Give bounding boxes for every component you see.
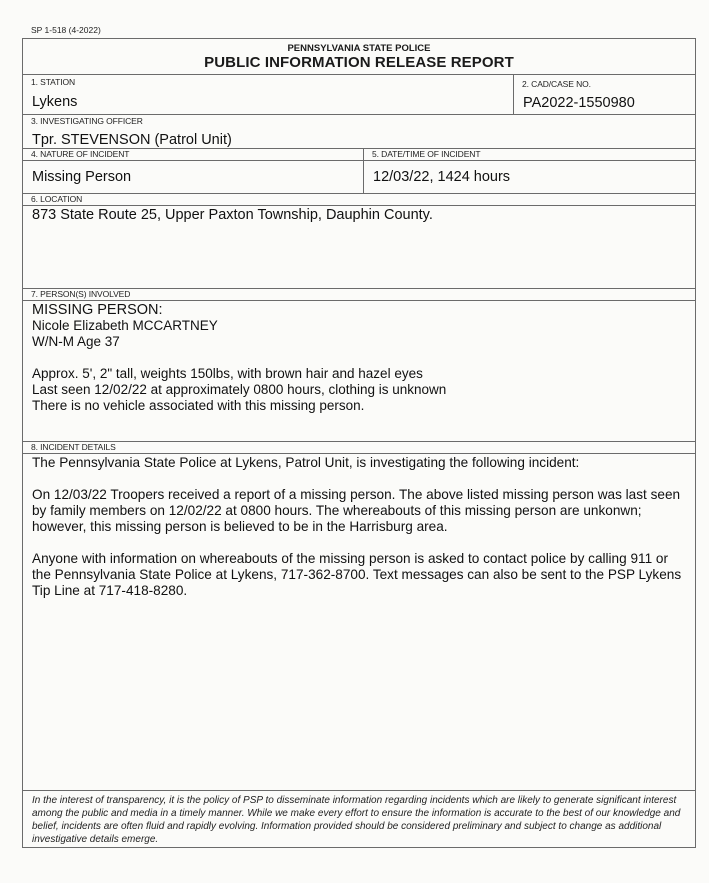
form-number: SP 1-518 (4-2022) bbox=[31, 25, 101, 35]
station-row bbox=[23, 74, 695, 114]
report-title: PUBLIC INFORMATION RELEASE REPORT bbox=[204, 54, 514, 71]
officer-row bbox=[23, 114, 695, 148]
person-vehicle: There is no vehicle associated with this missing person. bbox=[32, 398, 365, 413]
nature-date-value-row bbox=[23, 160, 695, 193]
nature-value: Missing Person bbox=[32, 169, 132, 185]
details-paragraph: Anyone with information on whereabouts of the missing person is asked to contact police by calling 911 or the Pennsylvania State Police at Lykens, 717-362-8700. Text messages can also be sent to the PSP Lykens Tip Line at 717-418-8280. bbox=[32, 551, 682, 598]
station-label: 1. STATION bbox=[31, 77, 76, 87]
officer-value: Tpr. STEVENSON (Patrol Unit) bbox=[32, 132, 232, 148]
station-value: Lykens bbox=[32, 94, 78, 110]
location-label: 6. LOCATION bbox=[31, 194, 83, 204]
disclaimer-section bbox=[23, 790, 695, 847]
details-label: 8. INCIDENT DETAILS bbox=[31, 442, 116, 452]
persons-label-row bbox=[23, 288, 695, 300]
nature-date-label-row bbox=[23, 148, 695, 160]
details-paragraph: On 12/03/22 Troopers received a report of a missing person. The above listed missing person was last seen by family members on 12/02/22 at 0800 hours. The whereabouts of this missing person are unkonwn; however, this missing person is believed to be in the Harrisburg area. bbox=[32, 487, 681, 534]
datetime-label: 5. DATE/TIME OF INCIDENT bbox=[363, 149, 695, 160]
details-label-row bbox=[23, 441, 695, 453]
person-demographics: W/N-M Age 37 bbox=[32, 334, 120, 349]
details-paragraph: The Pennsylvania State Police at Lykens, Patrol Unit, is investigating the following incident: bbox=[32, 455, 580, 470]
missing-person-heading: MISSING PERSON: bbox=[32, 302, 163, 318]
case-number-field bbox=[513, 75, 695, 114]
details-section bbox=[23, 453, 695, 790]
case-number-value: PA2022-1550980 bbox=[523, 95, 635, 111]
location-label-row bbox=[23, 193, 695, 205]
person-name: Nicole Elizabeth MCCARTNEY bbox=[32, 318, 218, 333]
case-number-label: 2. CAD/CASE NO. bbox=[522, 79, 591, 89]
report-header bbox=[23, 39, 695, 74]
nature-label: 4. NATURE OF INCIDENT bbox=[31, 149, 130, 159]
person-description: Approx. 5', 2" tall, weights 150lbs, with brown hair and hazel eyes bbox=[32, 366, 423, 381]
station-field bbox=[23, 75, 513, 114]
datetime-value: 12/03/22, 1424 hours bbox=[363, 161, 695, 193]
persons-label: 7. PERSON(S) INVOLVED bbox=[31, 289, 131, 299]
location-section bbox=[23, 205, 695, 288]
person-last-seen: Last seen 12/02/22 at approximately 0800 hours, clothing is unknown bbox=[32, 382, 447, 397]
officer-label: 3. INVESTIGATING OFFICER bbox=[31, 116, 143, 126]
report-form bbox=[22, 38, 696, 848]
persons-section bbox=[23, 300, 695, 441]
agency-name: PENNSYLVANIA STATE POLICE bbox=[287, 43, 431, 54]
location-value: 873 State Route 25, Upper Paxton Township, Dauphin County. bbox=[32, 207, 433, 223]
disclaimer-text: In the interest of transparency, it is the policy of PSP to disseminate information regarding incidents which are likely to generate significant interest among the public and media in a timely manner. While we make every effort to ensure the information is accurate to the best of our knowledge and belief, incidents are often fluid and rapidly evolving. Information provided should be considered preliminary and subject to change as additional investigative details emerge. bbox=[32, 795, 681, 845]
